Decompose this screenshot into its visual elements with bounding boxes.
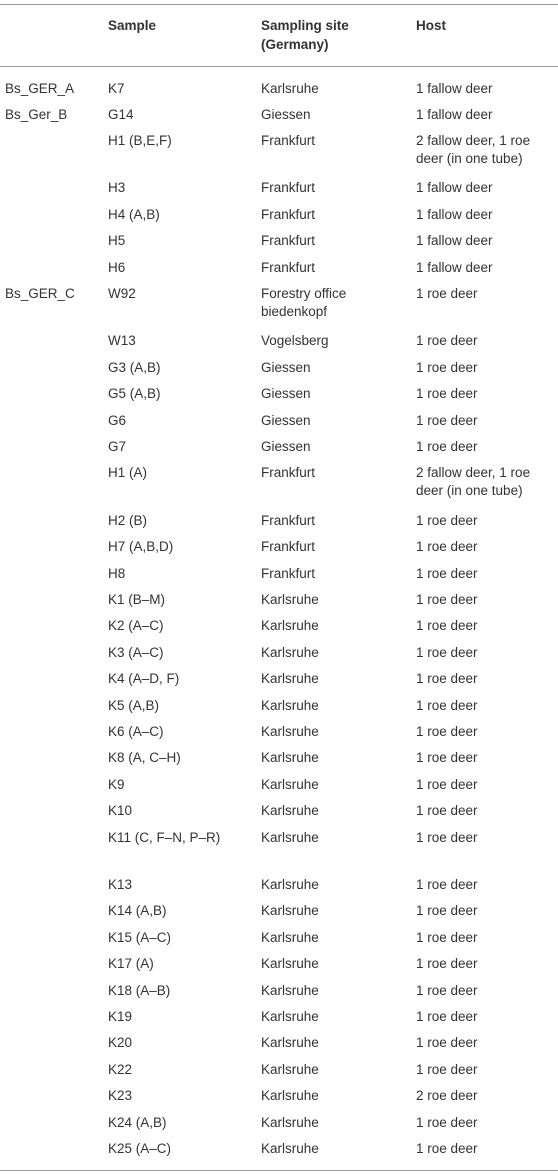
group-cell bbox=[0, 128, 103, 176]
table-row bbox=[0, 281, 558, 329]
sampling-site-cell: Karlsruhe bbox=[261, 1035, 319, 1051]
host-cell: 1 roe deer bbox=[416, 412, 478, 428]
group-cell bbox=[0, 951, 103, 977]
host-cell: 1 roe deer bbox=[416, 903, 478, 919]
sampling-site-cell: Giessen bbox=[261, 412, 311, 428]
sampling-site-cell: Karlsruhe bbox=[261, 776, 319, 792]
sampling-site-cell: Karlsruhe bbox=[261, 829, 319, 845]
sampling-site-cell: Frankfurt bbox=[261, 539, 316, 555]
sample-cell: G6 bbox=[108, 412, 127, 428]
sampling-site-cell: Karlsruhe bbox=[261, 1141, 319, 1156]
sample-cell: G5 (A,B) bbox=[108, 386, 161, 402]
group-cell bbox=[0, 925, 103, 951]
sampling-site-cell: Karlsruhe bbox=[261, 1061, 319, 1077]
header-row bbox=[0, 5, 558, 67]
sample-cell: K25 (A–C) bbox=[108, 1141, 172, 1156]
header-host: Host bbox=[411, 5, 558, 67]
sample-cell: K13 bbox=[108, 877, 133, 893]
sample-cell: K15 (A–C) bbox=[108, 929, 172, 945]
group-cell bbox=[0, 825, 103, 873]
group-cell bbox=[0, 1110, 103, 1136]
group-cell bbox=[0, 613, 103, 639]
table-row bbox=[0, 255, 558, 281]
host-cell: 1 roe deer bbox=[416, 724, 478, 740]
sampling-site-cell: Frankfurt bbox=[261, 465, 316, 481]
sample-cell: W13 bbox=[108, 333, 136, 349]
sampling-site-cell: Karlsruhe bbox=[261, 929, 319, 945]
table-row bbox=[0, 102, 558, 128]
sampling-site-cell: Frankfurt bbox=[261, 132, 316, 148]
table-row bbox=[0, 328, 558, 354]
table-row bbox=[0, 228, 558, 254]
table-row bbox=[0, 1110, 558, 1136]
host-cell: 2 roe deer bbox=[416, 1088, 478, 1104]
sample-cell: K6 (A–C) bbox=[108, 724, 164, 740]
sample-cell: K10 bbox=[108, 803, 133, 819]
host-cell: 1 fallow deer bbox=[416, 233, 493, 249]
table-row bbox=[0, 434, 558, 460]
sample-cell: K8 (A, C–H) bbox=[108, 750, 181, 766]
sample-cell: K3 (A–C) bbox=[108, 644, 164, 660]
host-cell: 1 roe deer bbox=[416, 929, 478, 945]
host-cell: 1 roe deer bbox=[416, 1035, 478, 1051]
table-row bbox=[0, 587, 558, 613]
table-row bbox=[0, 460, 558, 508]
sampling-site-cell: Karlsruhe bbox=[261, 956, 319, 972]
host-cell: 1 roe deer bbox=[416, 618, 478, 634]
group-cell bbox=[0, 534, 103, 560]
group-cell bbox=[0, 355, 103, 381]
group-cell: Bs_GER_A bbox=[5, 81, 75, 96]
sample-cell: H7 (A,B,D) bbox=[108, 539, 174, 555]
sampling-site-cell: Vogelsberg bbox=[261, 333, 329, 349]
group-cell bbox=[0, 640, 103, 666]
group-cell: Bs_Ger_B bbox=[5, 106, 68, 122]
group-cell bbox=[0, 508, 103, 534]
sampling-site-cell: Frankfurt bbox=[261, 233, 316, 249]
group-cell bbox=[0, 587, 103, 613]
table-row bbox=[0, 561, 558, 587]
group-cell bbox=[0, 255, 103, 281]
table-row bbox=[0, 978, 558, 1004]
table-row bbox=[0, 381, 558, 407]
table-row bbox=[0, 772, 558, 798]
group-cell bbox=[0, 408, 103, 434]
sample-cell: K14 (A,B) bbox=[108, 903, 167, 919]
sample-cell: K4 (A–D, F) bbox=[108, 671, 180, 687]
sampling-site-cell: Karlsruhe bbox=[261, 724, 319, 740]
host-cell: 1 roe deer bbox=[416, 386, 478, 402]
group-cell bbox=[0, 798, 103, 824]
host-cell: 1 roe deer bbox=[416, 750, 478, 766]
table-row bbox=[0, 798, 558, 824]
sample-cell: K22 bbox=[108, 1061, 133, 1077]
group-cell bbox=[0, 228, 103, 254]
table-row bbox=[0, 128, 558, 176]
table-bottom-rule bbox=[0, 1170, 558, 1171]
sample-cell: K19 bbox=[108, 1009, 133, 1025]
sample-cell: H3 bbox=[108, 180, 126, 196]
sample-table bbox=[0, 5, 558, 1162]
table-row bbox=[0, 508, 558, 534]
sampling-site-cell: Karlsruhe bbox=[261, 592, 319, 608]
sampling-site-cell: Frankfurt bbox=[261, 512, 316, 528]
host-cell: 1 roe deer bbox=[416, 956, 478, 972]
host-cell: 1 roe deer bbox=[416, 539, 478, 555]
group-cell bbox=[0, 1030, 103, 1056]
sample-cell: K7 bbox=[108, 81, 125, 96]
group-cell bbox=[0, 693, 103, 719]
sampling-site-cell: Giessen bbox=[261, 359, 311, 375]
sampling-site-cell: Giessen bbox=[261, 439, 311, 455]
sample-cell: K9 bbox=[108, 776, 125, 792]
group-cell bbox=[0, 978, 103, 1004]
host-cell: 1 fallow deer bbox=[416, 106, 493, 122]
group-cell bbox=[0, 719, 103, 745]
host-cell: 1 roe deer bbox=[416, 1009, 478, 1025]
sample-cell: H5 bbox=[108, 233, 126, 249]
table-row bbox=[0, 355, 558, 381]
sample-cell: G3 (A,B) bbox=[108, 359, 161, 375]
sample-cell: K18 (A–B) bbox=[108, 982, 171, 998]
group-cell bbox=[0, 381, 103, 407]
table-row bbox=[0, 1004, 558, 1030]
host-cell: 2 fallow deer, 1 roe deer (in one tube) bbox=[416, 465, 531, 499]
host-cell: 1 fallow deer bbox=[416, 81, 493, 96]
table-row bbox=[0, 1057, 558, 1083]
host-cell: 1 fallow deer bbox=[416, 180, 493, 196]
sampling-site-cell: Karlsruhe bbox=[261, 81, 319, 96]
host-cell: 1 roe deer bbox=[416, 285, 478, 301]
group-cell bbox=[0, 898, 103, 924]
group-cell bbox=[0, 1057, 103, 1083]
table-row bbox=[0, 872, 558, 898]
group-cell bbox=[0, 1136, 103, 1162]
sample-cell: H1 (B,E,F) bbox=[108, 132, 172, 148]
group-cell bbox=[0, 1004, 103, 1030]
sampling-site-cell: Karlsruhe bbox=[261, 982, 319, 998]
host-cell: 1 roe deer bbox=[416, 1141, 478, 1156]
sampling-site-cell: Frankfurt bbox=[261, 259, 316, 275]
host-cell: 1 roe deer bbox=[416, 644, 478, 660]
sample-cell: W92 bbox=[108, 285, 136, 301]
table-row bbox=[0, 825, 558, 873]
host-cell: 1 roe deer bbox=[416, 359, 478, 375]
host-cell: 1 roe deer bbox=[416, 512, 478, 528]
header-sample: Sample bbox=[103, 5, 256, 67]
table-row bbox=[0, 67, 558, 102]
table-row bbox=[0, 408, 558, 434]
table-row bbox=[0, 613, 558, 639]
sample-cell: K24 (A,B) bbox=[108, 1114, 167, 1130]
table-row bbox=[0, 175, 558, 201]
host-cell: 1 roe deer bbox=[416, 1114, 478, 1130]
host-cell: 1 roe deer bbox=[416, 439, 478, 455]
sampling-site-cell: Giessen bbox=[261, 106, 311, 122]
host-cell: 1 roe deer bbox=[416, 565, 478, 581]
sampling-site-cell: Karlsruhe bbox=[261, 1088, 319, 1104]
host-cell: 1 roe deer bbox=[416, 671, 478, 687]
group-cell bbox=[0, 202, 103, 228]
group-cell bbox=[0, 328, 103, 354]
group-cell bbox=[0, 772, 103, 798]
sampling-site-cell: Karlsruhe bbox=[261, 697, 319, 713]
host-cell: 1 roe deer bbox=[416, 333, 478, 349]
host-cell: 1 roe deer bbox=[416, 982, 478, 998]
group-cell bbox=[0, 872, 103, 898]
sample-cell: H2 (B) bbox=[108, 512, 148, 528]
header-group bbox=[0, 5, 103, 67]
table-row bbox=[0, 1083, 558, 1109]
sampling-site-cell: Karlsruhe bbox=[261, 671, 319, 687]
table-row bbox=[0, 640, 558, 666]
host-cell: 1 fallow deer bbox=[416, 259, 493, 275]
host-cell: 1 roe deer bbox=[416, 877, 478, 893]
sampling-site-cell: Frankfurt bbox=[261, 565, 316, 581]
sample-cell: G14 bbox=[108, 106, 134, 122]
group-cell bbox=[0, 561, 103, 587]
sampling-site-cell: Karlsruhe bbox=[261, 1114, 319, 1130]
sample-cell: H6 bbox=[108, 259, 126, 275]
sample-cell: H4 (A,B) bbox=[108, 206, 160, 222]
host-cell: 1 roe deer bbox=[416, 803, 478, 819]
sample-cell: K20 bbox=[108, 1035, 133, 1051]
table-row bbox=[0, 925, 558, 951]
sampling-site-cell: Frankfurt bbox=[261, 206, 316, 222]
table-row bbox=[0, 534, 558, 560]
sample-cell: K23 bbox=[108, 1088, 133, 1104]
host-cell: 1 fallow deer bbox=[416, 206, 493, 222]
group-cell: Bs_GER_C bbox=[5, 285, 75, 301]
sample-cell: G7 bbox=[108, 439, 127, 455]
sample-cell: H1 (A) bbox=[108, 465, 148, 481]
table-row bbox=[0, 202, 558, 228]
host-cell: 1 roe deer bbox=[416, 697, 478, 713]
group-cell bbox=[0, 175, 103, 201]
sample-cell: K17 (A) bbox=[108, 956, 154, 972]
sample-cell: K2 (A–C) bbox=[108, 618, 164, 634]
sampling-site-cell: Karlsruhe bbox=[261, 618, 319, 634]
table-row bbox=[0, 693, 558, 719]
table-body bbox=[0, 67, 558, 1163]
host-cell: 1 roe deer bbox=[416, 829, 478, 845]
group-cell bbox=[0, 460, 103, 508]
table-row bbox=[0, 666, 558, 692]
group-cell bbox=[0, 745, 103, 771]
table-row bbox=[0, 951, 558, 977]
table-row bbox=[0, 1136, 558, 1162]
sampling-site-cell: Giessen bbox=[261, 386, 311, 402]
table-row bbox=[0, 745, 558, 771]
table-row bbox=[0, 898, 558, 924]
sampling-site-cell: Karlsruhe bbox=[261, 803, 319, 819]
sampling-site-cell: Karlsruhe bbox=[261, 877, 319, 893]
sample-cell: K1 (B–M) bbox=[108, 592, 166, 608]
table-row bbox=[0, 719, 558, 745]
host-cell: 2 fallow deer, 1 roe deer (in one tube) bbox=[416, 132, 531, 166]
sample-cell: K11 (C, F–N, P–R) bbox=[108, 829, 221, 845]
table-row bbox=[0, 1030, 558, 1056]
host-cell: 1 roe deer bbox=[416, 592, 478, 608]
sample-cell: H8 bbox=[108, 565, 126, 581]
sampling-site-cell: Forestry office biedenkopf bbox=[261, 285, 347, 319]
host-cell: 1 roe deer bbox=[416, 1061, 478, 1077]
host-cell: 1 roe deer bbox=[416, 776, 478, 792]
sampling-site-cell: Karlsruhe bbox=[261, 750, 319, 766]
sampling-site-cell: Karlsruhe bbox=[261, 1009, 319, 1025]
group-cell bbox=[0, 434, 103, 460]
sampling-site-cell: Karlsruhe bbox=[261, 644, 319, 660]
sample-cell: K5 (A,B) bbox=[108, 697, 160, 713]
sampling-site-cell: Karlsruhe bbox=[261, 903, 319, 919]
sampling-site-cell: Frankfurt bbox=[261, 180, 316, 196]
group-cell bbox=[0, 1083, 103, 1109]
header-sampling-site: Sampling site (Germany) bbox=[256, 5, 411, 67]
group-cell bbox=[0, 666, 103, 692]
table-header bbox=[0, 5, 558, 67]
